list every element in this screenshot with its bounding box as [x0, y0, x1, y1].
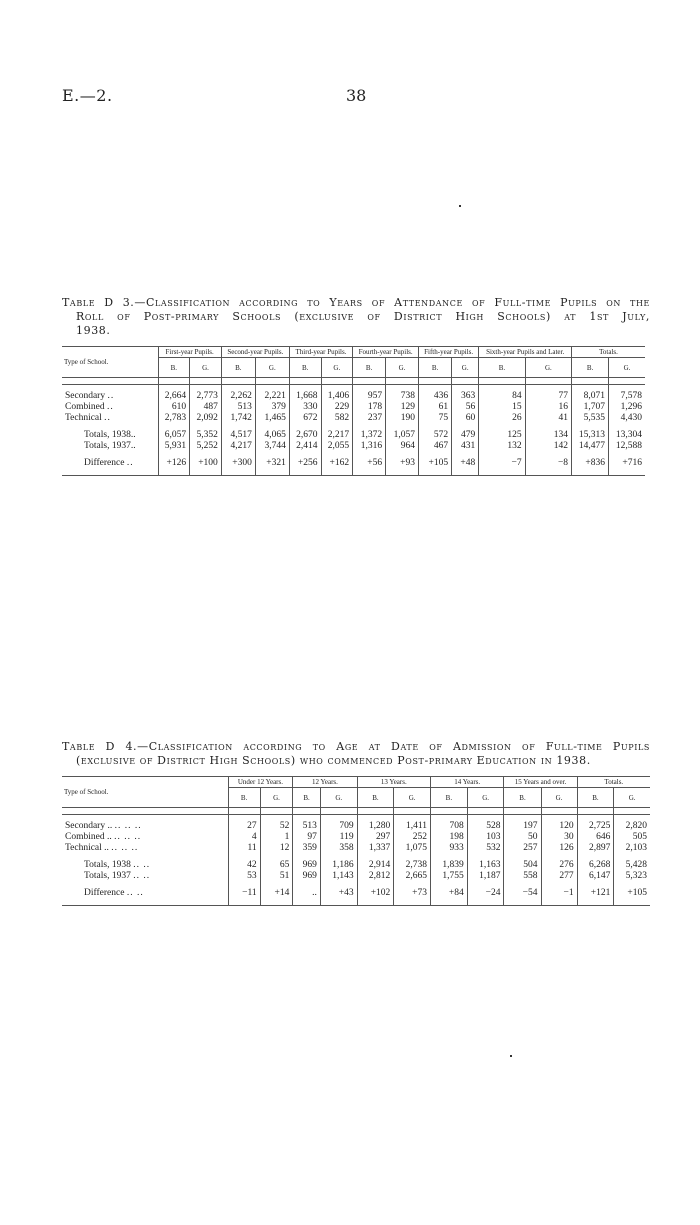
table-cell: 13,304: [609, 430, 646, 441]
table-cell: 1,839: [431, 860, 468, 871]
table-cell: 252: [394, 832, 431, 843]
table-cell: 276: [541, 860, 577, 871]
table-cell: 297: [357, 832, 394, 843]
row-label: [62, 832, 228, 843]
table-cell: 969: [293, 860, 321, 871]
table-row: [62, 832, 650, 843]
row-label-text: Secondary: [65, 391, 106, 401]
boys-header: B.: [572, 358, 609, 378]
boys-header: B.: [431, 788, 468, 808]
table-cell: 4,517: [221, 430, 255, 441]
table-cell: 1,163: [467, 860, 504, 871]
boys-header: B.: [353, 358, 386, 378]
table-cell: 178: [353, 402, 386, 413]
table-cell: 53: [228, 871, 260, 882]
table-row: [62, 843, 650, 854]
table-cell: 1,280: [357, 821, 394, 832]
table-cell: +84: [431, 888, 468, 899]
table-cell: 229: [321, 402, 353, 413]
girls-header: G.: [190, 358, 222, 378]
table-cell: 125: [479, 430, 525, 441]
table-cell: +121: [577, 888, 614, 899]
table-cell: 132: [479, 441, 525, 452]
table-cell: 61: [419, 402, 452, 413]
table-cell: +300: [221, 458, 255, 469]
table-cell: 2,820: [614, 821, 650, 832]
caption-line: 1938.: [76, 324, 111, 337]
table-cell: 120: [541, 821, 577, 832]
table-cell: 3,744: [255, 441, 289, 452]
table-cell: 436: [419, 391, 452, 402]
table-cell: 97: [293, 832, 321, 843]
girls-header: G.: [609, 358, 646, 378]
table-cell: 119: [320, 832, 357, 843]
girls-header: G.: [321, 358, 353, 378]
table-cell: +100: [190, 458, 222, 469]
table-cell: 197: [504, 821, 541, 832]
boys-header: B.: [577, 788, 614, 808]
table-cell: 969: [293, 871, 321, 882]
leader-dots: .. .. ..: [114, 821, 142, 831]
boys-header: B.: [221, 358, 255, 378]
row-label-text: Combined: [65, 402, 105, 412]
difference-row: [62, 458, 645, 469]
table-cell: 528: [467, 821, 504, 832]
row-spacer: [62, 808, 650, 815]
row-label-text: Secondary ..: [65, 821, 113, 831]
table-cell: +105: [614, 888, 650, 899]
table-cell: 2,914: [357, 860, 394, 871]
table-cell: −54: [504, 888, 541, 899]
table-cell: ..: [293, 888, 321, 899]
row-label: [62, 430, 158, 441]
group-header: Third-year Pupils.: [289, 347, 352, 358]
row-label-text: Totals, 1937..: [84, 441, 136, 451]
leader-dots: ..: [126, 458, 134, 468]
table-cell: +48: [452, 458, 479, 469]
girls-header: G.: [394, 788, 431, 808]
row-label-text: Totals, 1937: [84, 871, 131, 881]
table-cell: 738: [386, 391, 419, 402]
table-cell: +73: [394, 888, 431, 899]
table-cell: 1,187: [467, 871, 504, 882]
table-cell: −24: [467, 888, 504, 899]
table-cell: 964: [386, 441, 419, 452]
table-cell: 5,323: [614, 871, 650, 882]
table-row: [62, 413, 645, 424]
group-header: Totals.: [572, 347, 645, 358]
boys-header: B.: [504, 788, 541, 808]
row-label: [62, 441, 158, 452]
table-cell: 5,252: [190, 441, 222, 452]
table-cell: +162: [321, 458, 353, 469]
table-cell: +14: [260, 888, 293, 899]
leader-dots: .. .. ..: [114, 832, 142, 842]
table-cell: 513: [293, 821, 321, 832]
row-label-text: Difference: [84, 888, 125, 898]
table-cell: 6,147: [577, 871, 614, 882]
table-cell: 56: [452, 402, 479, 413]
table-cell: 60: [452, 413, 479, 424]
table-cell: 2,670: [289, 430, 321, 441]
table-d4-caption: [62, 740, 650, 768]
table-cell: 359: [293, 843, 321, 854]
difference-row: [62, 888, 650, 899]
table-cell: 431: [452, 441, 479, 452]
row-label: [62, 821, 228, 832]
table-cell: 42: [228, 860, 260, 871]
table-cell: 65: [260, 860, 293, 871]
group-header: 15 Years and over.: [504, 777, 577, 788]
table-cell: 2,664: [158, 391, 190, 402]
table-cell: 1,406: [321, 391, 353, 402]
row-label-text: Totals, 1938: [84, 860, 131, 870]
table-cell: 30: [541, 832, 577, 843]
table-cell: 4: [228, 832, 260, 843]
table-cell: 14,477: [572, 441, 609, 452]
row-label-text: Difference: [84, 458, 125, 468]
boys-header: B.: [479, 358, 525, 378]
group-header: First-year Pupils.: [158, 347, 221, 358]
row-label-text: Technical ..: [65, 843, 109, 853]
table-cell: 1: [260, 832, 293, 843]
table-cell: 5,931: [158, 441, 190, 452]
girls-header: G.: [386, 358, 419, 378]
table-cell: 957: [353, 391, 386, 402]
table-cell: +43: [320, 888, 357, 899]
table-cell: 709: [320, 821, 357, 832]
table-d3-caption: [62, 296, 650, 338]
table-cell: 190: [386, 413, 419, 424]
table-cell: 1,372: [353, 430, 386, 441]
row-label: [62, 871, 228, 882]
girls-header: G.: [467, 788, 504, 808]
table-cell: 479: [452, 430, 479, 441]
table-cell: 2,103: [614, 843, 650, 854]
table-cell: +836: [572, 458, 609, 469]
table-cell: −7: [479, 458, 525, 469]
table-cell: +105: [419, 458, 452, 469]
row-spacer: [62, 469, 645, 476]
table-cell: 11: [228, 843, 260, 854]
table-cell: 379: [255, 402, 289, 413]
table-cell: −1: [541, 888, 577, 899]
table-cell: 2,665: [394, 871, 431, 882]
group-header: Fifth-year Pupils.: [419, 347, 479, 358]
table-cell: 2,783: [158, 413, 190, 424]
table-cell: 1,411: [394, 821, 431, 832]
table-cell: 1,316: [353, 441, 386, 452]
girls-header: G.: [614, 788, 650, 808]
table-cell: +56: [353, 458, 386, 469]
leader-dots: ..: [107, 391, 115, 401]
caption-line: Roll of Post-primary Schools (exclusive of District High Schools) at 1st July,: [76, 310, 650, 323]
table-d4-body: [62, 808, 650, 906]
table-cell: 50: [504, 832, 541, 843]
table-row: [62, 391, 645, 402]
table-cell: 558: [504, 871, 541, 882]
type-of-school-header: Type of School.: [62, 347, 158, 378]
table-cell: 2,217: [321, 430, 353, 441]
leader-dots: .. ..: [133, 871, 151, 881]
table-cell: 2,092: [190, 413, 222, 424]
row-label: [62, 888, 228, 899]
boys-header: B.: [293, 788, 321, 808]
table-cell: 8,071: [572, 391, 609, 402]
table-cell: 363: [452, 391, 479, 402]
table-cell: 2,725: [577, 821, 614, 832]
table-cell: 103: [467, 832, 504, 843]
row-spacer: [62, 378, 645, 385]
table-cell: 1,742: [221, 413, 255, 424]
group-header: Fourth-year Pupils.: [353, 347, 419, 358]
table-cell: 2,262: [221, 391, 255, 402]
caption-line: Table D 3.—Classification according to Years of Attendance of Full-time Pupils on the: [62, 296, 650, 309]
page-reference: E.—2.: [62, 86, 113, 105]
table-cell: 505: [614, 832, 650, 843]
leader-dots: .. ..: [133, 860, 151, 870]
table-cell: 1,707: [572, 402, 609, 413]
table-cell: +321: [255, 458, 289, 469]
group-header: Second-year Pupils.: [221, 347, 289, 358]
totals-row: [62, 860, 650, 871]
table-cell: 12: [260, 843, 293, 854]
table-cell: 2,414: [289, 441, 321, 452]
row-label: [62, 458, 158, 469]
table-cell: 5,535: [572, 413, 609, 424]
table-cell: +716: [609, 458, 646, 469]
totals-row: [62, 871, 650, 882]
table-cell: 12,588: [609, 441, 646, 452]
table-cell: 358: [320, 843, 357, 854]
row-label: [62, 843, 228, 854]
table-cell: 198: [431, 832, 468, 843]
row-label: [62, 391, 158, 402]
table-cell: 5,352: [190, 430, 222, 441]
girls-header: G.: [541, 788, 577, 808]
group-header: 13 Years.: [357, 777, 430, 788]
caption-line: Table D 4.—Classification according to Age at Date of Admission of Full-time Pupils: [62, 740, 650, 753]
table-cell: 1,057: [386, 430, 419, 441]
table-cell: 1,465: [255, 413, 289, 424]
row-label: [62, 413, 158, 424]
totals-row: [62, 430, 645, 441]
table-cell: 1,755: [431, 871, 468, 882]
table-cell: +256: [289, 458, 321, 469]
table-d3-body: [62, 378, 645, 476]
girls-header: G.: [260, 788, 293, 808]
table-cell: 5,428: [614, 860, 650, 871]
table-cell: 7,578: [609, 391, 646, 402]
table-cell: 467: [419, 441, 452, 452]
leader-dots: ..: [104, 413, 111, 423]
group-header: Totals.: [577, 777, 650, 788]
table-cell: 330: [289, 402, 321, 413]
girls-header: G.: [525, 358, 571, 378]
leader-dots: .. ..: [126, 888, 144, 898]
table-cell: 610: [158, 402, 190, 413]
group-header: 12 Years.: [293, 777, 357, 788]
boys-header: B.: [357, 788, 394, 808]
row-label: [62, 402, 158, 413]
table-cell: 513: [221, 402, 255, 413]
table-cell: 1,668: [289, 391, 321, 402]
boys-header: B.: [228, 788, 260, 808]
table-cell: +126: [158, 458, 190, 469]
table-cell: +102: [357, 888, 394, 899]
table-cell: 84: [479, 391, 525, 402]
table-cell: 572: [419, 430, 452, 441]
table-cell: 6,268: [577, 860, 614, 871]
type-of-school-header: Type of School.: [62, 777, 228, 808]
row-label-text: Totals, 1938..: [84, 430, 136, 440]
girls-header: G.: [320, 788, 357, 808]
table-cell: 2,738: [394, 860, 431, 871]
table-cell: 27: [228, 821, 260, 832]
table-cell: 4,065: [255, 430, 289, 441]
table-cell: −11: [228, 888, 260, 899]
table-cell: 126: [541, 843, 577, 854]
table-cell: 15,313: [572, 430, 609, 441]
table-cell: 15: [479, 402, 525, 413]
table-cell: 582: [321, 413, 353, 424]
boys-header: B.: [158, 358, 190, 378]
scan-speck: [510, 1055, 512, 1057]
girls-header: G.: [255, 358, 289, 378]
table-cell: 1,186: [320, 860, 357, 871]
table-d3: [62, 346, 645, 476]
table-cell: −8: [525, 458, 571, 469]
table-cell: 277: [541, 871, 577, 882]
table-cell: 708: [431, 821, 468, 832]
table-row: [62, 821, 650, 832]
row-label-text: Technical: [65, 413, 102, 423]
table-cell: 2,897: [577, 843, 614, 854]
group-header: Under 12 Years.: [228, 777, 293, 788]
table-cell: 26: [479, 413, 525, 424]
table-cell: 257: [504, 843, 541, 854]
table-d4: [62, 776, 650, 906]
table-cell: 504: [504, 860, 541, 871]
group-header: Sixth-year Pupils and Later.: [479, 347, 572, 358]
table-cell: +93: [386, 458, 419, 469]
boys-header: B.: [419, 358, 452, 378]
table-cell: 52: [260, 821, 293, 832]
table-cell: 16: [525, 402, 571, 413]
leader-dots: ..: [106, 402, 114, 412]
table-cell: 134: [525, 430, 571, 441]
table-cell: 4,430: [609, 413, 646, 424]
boys-header: B.: [289, 358, 321, 378]
table-cell: 532: [467, 843, 504, 854]
row-label-text: Combined ..: [65, 832, 112, 842]
table-cell: 41: [525, 413, 571, 424]
table-cell: 1,143: [320, 871, 357, 882]
table-cell: 77: [525, 391, 571, 402]
table-row: [62, 402, 645, 413]
scan-speck: [459, 205, 461, 207]
table-cell: 4,217: [221, 441, 255, 452]
table-cell: 75: [419, 413, 452, 424]
row-spacer: [62, 899, 650, 906]
page-number: 38: [346, 86, 367, 105]
table-cell: 1,337: [357, 843, 394, 854]
caption-line: (exclusive of District High Schools) who commenced Post-primary Education in 1938.: [76, 754, 591, 767]
table-cell: 487: [190, 402, 222, 413]
group-header: 14 Years.: [431, 777, 504, 788]
table-cell: 672: [289, 413, 321, 424]
girls-header: G.: [452, 358, 479, 378]
table-cell: 237: [353, 413, 386, 424]
table-cell: 2,773: [190, 391, 222, 402]
table-cell: 142: [525, 441, 571, 452]
table-cell: 1,075: [394, 843, 431, 854]
table-cell: 933: [431, 843, 468, 854]
leader-dots: .. .. ..: [111, 843, 139, 853]
table-cell: 6,057: [158, 430, 190, 441]
table-cell: 129: [386, 402, 419, 413]
table-cell: 1,296: [609, 402, 646, 413]
row-label: [62, 860, 228, 871]
totals-row: [62, 441, 645, 452]
table-cell: 2,055: [321, 441, 353, 452]
table-cell: 646: [577, 832, 614, 843]
table-cell: 2,812: [357, 871, 394, 882]
table-cell: 51: [260, 871, 293, 882]
table-cell: 2,221: [255, 391, 289, 402]
